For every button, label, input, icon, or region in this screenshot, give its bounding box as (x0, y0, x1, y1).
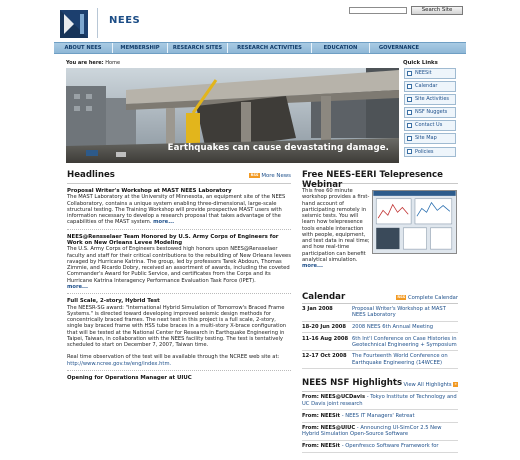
webinar-screenshot-icon[interactable] (372, 190, 457, 254)
highlight-link[interactable]: - Tokyo Institute of Technology and UC Davis joint research (302, 394, 457, 407)
complete-calendar-link[interactable] (396, 295, 458, 301)
calendar-event-link[interactable]: 2008 NEES 6th Annual Meeting (352, 323, 434, 330)
more-news-link[interactable] (249, 173, 291, 179)
quick-link-nsf-nuggets[interactable] (404, 107, 456, 118)
view-all-highlights-link[interactable] (403, 382, 458, 388)
quick-link-site-activities[interactable] (404, 94, 456, 105)
news-article (67, 298, 291, 367)
webinar-header (302, 170, 458, 190)
site-header (54, 0, 466, 42)
calendar-event-link[interactable]: The Fourteenth World Conference on Earthquake Engineering (14WCEE) (352, 353, 448, 366)
rss-icon: RSS (397, 295, 406, 299)
article-title[interactable]: Proposal Writer's Workshop at MAST NEES Laboratory (67, 188, 232, 194)
calendar-date: 18-20 Jun 2008 (302, 323, 346, 330)
webinar-text (302, 188, 372, 269)
nugget-icon (407, 110, 412, 115)
window-icon (407, 71, 412, 76)
article-body: The NEESR-SG award: "International Hybrid Simulation of Tomorrow's Braced Frame Systems." is directed toward developing improved seismic design methods for concentrically braced frames. The next test in this project is a full scale, 2-story, single bay braced frame with HSS tube braces in a multi-story X-brace configuration that will be tested at the National Center for Research in Earthquake Engineering in Taipei, Taiwan, in collaboration with the NEES facility testing. The test is tentatively scheduled to start on December 7, 2007, Taiwan time. (67, 304, 287, 349)
more-news-label: More News (261, 173, 291, 179)
highlight-link[interactable]: - NEES IT Managers' Retreat (341, 412, 415, 419)
stream-note: Real time observation of the test will be available through the NCREE web site at: (67, 354, 280, 361)
logo-divider (97, 8, 98, 38)
page (54, 0, 466, 460)
nav-membership[interactable]: MEMBERSHIP (113, 43, 168, 53)
highlight-source: From: NEESit (302, 412, 341, 419)
sitemap-icon (407, 136, 412, 141)
divider (67, 229, 291, 230)
highlight-link[interactable]: - Openfresco Software Framework for (341, 443, 439, 450)
stream-url-link[interactable]: http://www.ncree.gov.tw/eng/index.htm. (67, 360, 172, 367)
quick-link-label: Site Activities (415, 96, 449, 103)
search-input[interactable] (349, 7, 407, 14)
quick-links-title: Quick Links (403, 60, 438, 66)
nav-about[interactable]: ABOUT NEES (54, 43, 113, 53)
calendar-title: Calendar (302, 292, 346, 302)
nav-research-activities[interactable]: RESEARCH ACTIVITIES (228, 43, 312, 53)
nav-research-sites[interactable]: RESEARCH SITES (168, 43, 228, 53)
calendar-row (302, 333, 458, 351)
calendar-row (302, 322, 458, 334)
highlight-source: From: NEESit (302, 443, 341, 450)
rss-icon: » (454, 381, 457, 386)
breadcrumb-current: Home (105, 60, 121, 66)
activity-icon (407, 97, 412, 102)
calendar-date: 3 Jan 2008 (302, 306, 333, 313)
stream-note-block (67, 354, 291, 367)
calendar-row (302, 304, 458, 322)
hero-banner (66, 68, 399, 163)
breadcrumb (66, 60, 120, 66)
article-body: The U.S. Army Corps of Engineers bestowed high honors upon NEES@Rensselaer faculty and staff for their critical contributions to the rebuilding of New Orleans levees ravaged by Hurricane Katrina. The group, led by professors Tarek Abdoun, Thomas Zimmie, and Ricardo Dobry, received an assortment of awards, including the coveted Commander's Award for Public Service, and certificates from the Corps and its Hurricane Katrina Interagency Performance Evaluation Task Force (IPET). (67, 246, 291, 284)
news-article (67, 234, 291, 291)
quick-link-site-map[interactable] (404, 133, 456, 144)
quick-link-contact[interactable] (404, 120, 456, 131)
breadcrumb-prefix: You are here: (66, 60, 104, 66)
webinar-title: Free NEES-EERI Telepresence Webinar (302, 170, 443, 190)
webinar-description: This free 60 minute workshop provides a first-hand account of participating remotely in seismic tests. You will learn how telepresence tools enable interaction with people, equipment, and test data in real time; and how real-time participation can benefit analytical simulation. (302, 188, 370, 263)
highlight-row (302, 441, 458, 453)
highlight-row (302, 392, 458, 410)
document-icon (407, 149, 412, 154)
mail-icon (407, 123, 412, 128)
main-nav (54, 42, 466, 54)
article-title[interactable]: Opening for Operations Manager at UIUC (67, 374, 192, 381)
article-more-link[interactable]: more... (153, 219, 175, 226)
site-brand[interactable]: NEES (109, 15, 141, 26)
quick-link-label: NEESit (415, 70, 432, 76)
complete-calendar-label: Complete Calendar (408, 295, 458, 301)
quick-link-neesit[interactable] (404, 68, 456, 79)
article-title[interactable]: NEES@Rensselaer Team Honored by U.S. Army Corps of Engineers for Work on New Orleans Levee Modeling (67, 233, 279, 247)
quick-link-label: Calendar (415, 83, 438, 90)
quick-link-label: NSF Nuggets (415, 109, 448, 116)
nav-governance[interactable]: GOVERNANCE (378, 45, 420, 51)
quick-link-label: Site Map (415, 135, 437, 142)
calendar-date: 12-17 Oct 2008 (302, 353, 347, 360)
divider (67, 370, 291, 371)
article-body: The MAST Laboratory at the University of Minnesota, an equipment site of the NEES Collaboratory, contains a unique system enabling three-dimensional, large-scale structural testing. The Training Workshop will provide prospective MAST users with information necessary to develop a research proposal that takes advantage of the capabilities of the MAST system. (67, 194, 286, 226)
quick-link-label: Contact Us (415, 122, 443, 129)
quick-link-label: Policies (415, 148, 434, 155)
calendar-header (302, 292, 458, 304)
calendar-row (302, 351, 458, 369)
highlight-link[interactable]: - Announcing UI-SimCor 2.5 New Hybrid Simulation Open-Source Software (302, 425, 442, 438)
calendar-event-link[interactable]: 6th Int'l Conference on Case Histories in Geotechnical Engineering + Symposium (352, 335, 457, 348)
headlines-title: Headlines (67, 170, 115, 180)
webinar-more-link[interactable]: more... (302, 263, 323, 269)
rss-icon: RSS (250, 173, 259, 177)
headlines-header (67, 170, 291, 184)
highlight-source: From: NEES@UCDavis (302, 394, 366, 401)
highlight-row (302, 423, 458, 441)
calendar-event-link[interactable]: Proposal Writer's Workshop at MAST NEES Laboratory (352, 306, 446, 319)
news-article (67, 375, 291, 381)
view-all-label: View All Highlights (403, 381, 452, 388)
webinar-body (302, 188, 458, 290)
quick-link-policies[interactable] (404, 147, 456, 158)
nsf-highlights-header (302, 378, 458, 392)
calendar-icon (407, 84, 412, 89)
search-button[interactable]: Search Site (411, 6, 463, 15)
nees-logo-icon[interactable] (60, 10, 88, 38)
quick-links (404, 68, 456, 160)
headlines-column (67, 170, 291, 381)
quick-link-calendar[interactable] (404, 81, 456, 92)
right-column (302, 170, 458, 453)
nav-education[interactable]: EDUCATION (312, 43, 370, 53)
nsf-highlights-title: NEES NSF Highlights (302, 377, 403, 388)
article-more-link[interactable]: more... (67, 283, 88, 290)
calendar-date: 11-16 Aug 2008 (302, 335, 349, 342)
news-article (67, 188, 291, 226)
highlight-row (302, 410, 458, 422)
article-title[interactable]: Full Scale, 2-story, Hybrid Test (67, 298, 160, 305)
highlight-source: From: NEES@UIUC (302, 425, 356, 432)
divider (67, 293, 291, 294)
hero-caption: Earthquakes can cause devastating damage. (167, 143, 389, 153)
